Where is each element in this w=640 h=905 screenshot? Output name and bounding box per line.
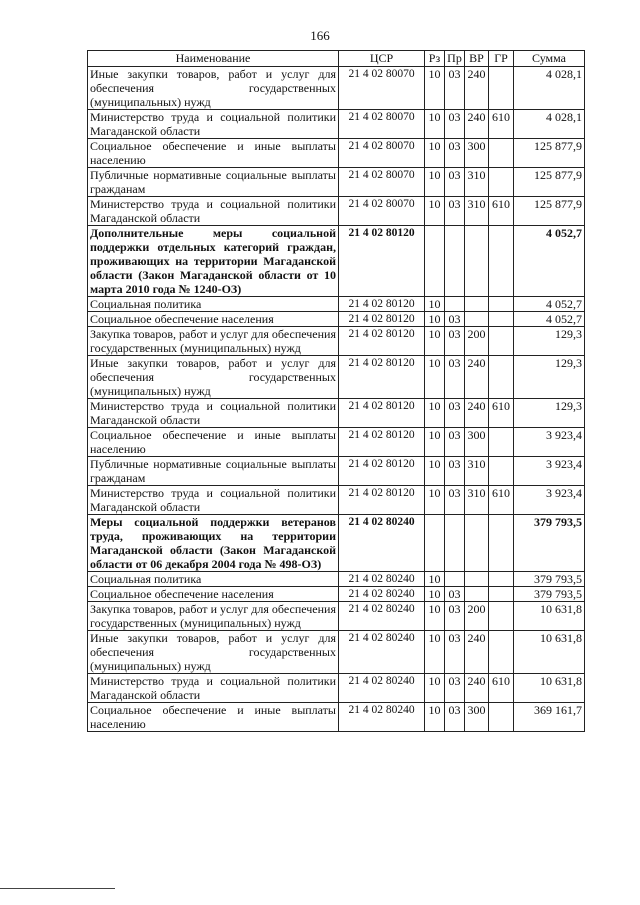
row-csr-cell: 21 4 02 80070	[339, 139, 425, 168]
row-name-cell: Социальное обеспечение и иные выплаты населению	[88, 703, 339, 732]
row-rz-cell: 10	[425, 110, 445, 139]
table-row	[88, 457, 585, 486]
table-row	[88, 297, 585, 312]
row-csr-cell: 21 4 02 80240	[339, 572, 425, 587]
row-name-cell: Министерство труда и социальной политики Магаданской области	[88, 110, 339, 139]
row-gr-cell	[489, 67, 514, 110]
row-csr-cell: 21 4 02 80240	[339, 631, 425, 674]
row-vr-cell	[465, 515, 489, 572]
row-sum-cell: 10 631,8	[514, 631, 585, 674]
row-sum-cell: 10 631,8	[514, 602, 585, 631]
row-name-cell: Иные закупки товаров, работ и услуг для обеспечения государственных (муниципальных) нужд	[88, 356, 339, 399]
row-name-cell: Социальное обеспечение населения	[88, 312, 339, 327]
row-sum-cell: 3 923,4	[514, 457, 585, 486]
row-csr-cell: 21 4 02 80120	[339, 297, 425, 312]
row-pr-cell: 03	[445, 631, 465, 674]
row-csr-cell: 21 4 02 80070	[339, 110, 425, 139]
row-gr-cell	[489, 226, 514, 297]
row-pr-cell: 03	[445, 674, 465, 703]
row-sum-cell: 369 161,7	[514, 703, 585, 732]
row-name-cell: Дополнительные меры социальной поддержки отдельных категорий граждан, проживающих на территории Магаданской области (Закон Магаданской области от 10 марта 2010 года № 1240-ОЗ)	[88, 226, 339, 297]
row-sum-cell: 125 877,9	[514, 139, 585, 168]
row-csr-cell: 21 4 02 80120	[339, 327, 425, 356]
row-rz-cell: 10	[425, 139, 445, 168]
table-row	[88, 67, 585, 110]
row-rz-cell: 10	[425, 486, 445, 515]
row-csr-cell: 21 4 02 80120	[339, 428, 425, 457]
row-gr-cell	[489, 168, 514, 197]
row-vr-cell: 200	[465, 327, 489, 356]
row-pr-cell	[445, 515, 465, 572]
row-gr-cell: 610	[489, 399, 514, 428]
row-pr-cell: 03	[445, 110, 465, 139]
header-name: Наименование	[88, 51, 339, 67]
row-pr-cell	[445, 297, 465, 312]
row-rz-cell: 10	[425, 399, 445, 428]
table-row	[88, 587, 585, 602]
table-row	[88, 428, 585, 457]
footnote-divider	[0, 888, 115, 889]
row-vr-cell: 240	[465, 631, 489, 674]
row-name-cell: Министерство труда и социальной политики Магаданской области	[88, 674, 339, 703]
row-vr-cell: 240	[465, 674, 489, 703]
row-gr-cell	[489, 297, 514, 312]
row-vr-cell: 240	[465, 399, 489, 428]
row-gr-cell	[489, 703, 514, 732]
row-name-cell: Социальное обеспечение и иные выплаты населению	[88, 139, 339, 168]
budget-table	[87, 50, 585, 732]
row-csr-cell: 21 4 02 80240	[339, 602, 425, 631]
row-csr-cell: 21 4 02 80120	[339, 399, 425, 428]
row-vr-cell: 240	[465, 356, 489, 399]
row-pr-cell: 03	[445, 356, 465, 399]
row-pr-cell: 03	[445, 312, 465, 327]
row-sum-cell: 129,3	[514, 356, 585, 399]
table-row	[88, 631, 585, 674]
row-gr-cell	[489, 457, 514, 486]
table-row	[88, 312, 585, 327]
row-rz-cell	[425, 226, 445, 297]
row-csr-cell: 21 4 02 80240	[339, 703, 425, 732]
row-vr-cell	[465, 226, 489, 297]
table-row	[88, 602, 585, 631]
row-name-cell: Социальное обеспечение и иные выплаты населению	[88, 428, 339, 457]
table-header-row	[88, 51, 585, 67]
row-csr-cell: 21 4 02 80240	[339, 674, 425, 703]
table-row	[88, 674, 585, 703]
row-rz-cell: 10	[425, 356, 445, 399]
row-name-cell: Закупка товаров, работ и услуг для обеспечения государственных (муниципальных) нужд	[88, 327, 339, 356]
row-pr-cell	[445, 572, 465, 587]
row-csr-cell: 21 4 02 80120	[339, 356, 425, 399]
table-row	[88, 572, 585, 587]
row-gr-cell: 610	[489, 110, 514, 139]
row-sum-cell: 3 923,4	[514, 486, 585, 515]
row-pr-cell	[445, 226, 465, 297]
row-sum-cell: 3 923,4	[514, 428, 585, 457]
row-gr-cell	[489, 572, 514, 587]
table-row	[88, 226, 585, 297]
row-vr-cell	[465, 297, 489, 312]
row-pr-cell: 03	[445, 703, 465, 732]
row-csr-cell: 21 4 02 80240	[339, 587, 425, 602]
row-vr-cell	[465, 572, 489, 587]
row-rz-cell	[425, 515, 445, 572]
header-csr: ЦСР	[339, 51, 425, 67]
row-name-cell: Министерство труда и социальной политики Магаданской области	[88, 399, 339, 428]
table-row	[88, 515, 585, 572]
table-row	[88, 703, 585, 732]
row-rz-cell: 10	[425, 327, 445, 356]
row-name-cell: Публичные нормативные социальные выплаты гражданам	[88, 168, 339, 197]
row-sum-cell: 125 877,9	[514, 168, 585, 197]
row-vr-cell	[465, 587, 489, 602]
row-rz-cell: 10	[425, 674, 445, 703]
table-row	[88, 139, 585, 168]
row-vr-cell: 300	[465, 428, 489, 457]
row-gr-cell	[489, 631, 514, 674]
row-gr-cell	[489, 139, 514, 168]
row-name-cell: Меры социальной поддержки ветеранов труда, проживающих на территории Магаданской области (Закон Магаданской области от 06 декабря 2004 года № 498-ОЗ)	[88, 515, 339, 572]
row-sum-cell: 129,3	[514, 327, 585, 356]
row-sum-cell: 379 793,5	[514, 515, 585, 572]
row-pr-cell: 03	[445, 587, 465, 602]
row-sum-cell: 125 877,9	[514, 197, 585, 226]
row-csr-cell: 21 4 02 80070	[339, 67, 425, 110]
header-gr: ГР	[489, 51, 514, 67]
row-pr-cell: 03	[445, 428, 465, 457]
row-vr-cell: 310	[465, 197, 489, 226]
row-pr-cell: 03	[445, 67, 465, 110]
row-sum-cell: 4 052,7	[514, 297, 585, 312]
row-vr-cell: 240	[465, 67, 489, 110]
header-rz: Рз	[425, 51, 445, 67]
table-row	[88, 168, 585, 197]
row-gr-cell	[489, 602, 514, 631]
row-pr-cell: 03	[445, 327, 465, 356]
row-vr-cell: 310	[465, 486, 489, 515]
row-sum-cell: 379 793,5	[514, 572, 585, 587]
table-row	[88, 327, 585, 356]
row-pr-cell: 03	[445, 139, 465, 168]
row-name-cell: Социальная политика	[88, 572, 339, 587]
row-csr-cell: 21 4 02 80120	[339, 457, 425, 486]
row-pr-cell: 03	[445, 602, 465, 631]
row-rz-cell: 10	[425, 312, 445, 327]
row-gr-cell: 610	[489, 197, 514, 226]
row-rz-cell: 10	[425, 428, 445, 457]
row-name-cell: Закупка товаров, работ и услуг для обеспечения государственных (муниципальных) нужд	[88, 602, 339, 631]
table-row	[88, 110, 585, 139]
row-vr-cell: 240	[465, 110, 489, 139]
header-sum: Сумма	[514, 51, 585, 67]
row-gr-cell: 610	[489, 486, 514, 515]
row-gr-cell	[489, 312, 514, 327]
row-csr-cell: 21 4 02 80120	[339, 312, 425, 327]
row-rz-cell: 10	[425, 602, 445, 631]
row-rz-cell: 10	[425, 457, 445, 486]
row-rz-cell: 10	[425, 587, 445, 602]
row-pr-cell: 03	[445, 486, 465, 515]
header-pr: Пр	[445, 51, 465, 67]
row-gr-cell	[489, 428, 514, 457]
row-vr-cell: 310	[465, 168, 489, 197]
row-rz-cell: 10	[425, 197, 445, 226]
row-rz-cell: 10	[425, 297, 445, 312]
row-rz-cell: 10	[425, 572, 445, 587]
row-name-cell: Публичные нормативные социальные выплаты гражданам	[88, 457, 339, 486]
row-sum-cell: 4 052,7	[514, 312, 585, 327]
row-gr-cell	[489, 327, 514, 356]
row-name-cell: Социальная политика	[88, 297, 339, 312]
row-rz-cell: 10	[425, 631, 445, 674]
table-row	[88, 197, 585, 226]
table-row	[88, 486, 585, 515]
row-pr-cell: 03	[445, 457, 465, 486]
row-rz-cell: 10	[425, 67, 445, 110]
row-gr-cell: 610	[489, 674, 514, 703]
row-name-cell: Иные закупки товаров, работ и услуг для обеспечения государственных (муниципальных) нужд	[88, 67, 339, 110]
row-pr-cell: 03	[445, 399, 465, 428]
row-csr-cell: 21 4 02 80070	[339, 197, 425, 226]
row-csr-cell: 21 4 02 80120	[339, 486, 425, 515]
row-csr-cell: 21 4 02 80120	[339, 226, 425, 297]
row-rz-cell: 10	[425, 168, 445, 197]
row-sum-cell: 4 028,1	[514, 67, 585, 110]
row-csr-cell: 21 4 02 80240	[339, 515, 425, 572]
row-vr-cell: 310	[465, 457, 489, 486]
row-rz-cell: 10	[425, 703, 445, 732]
row-gr-cell	[489, 515, 514, 572]
row-vr-cell: 200	[465, 602, 489, 631]
header-vr: ВР	[465, 51, 489, 67]
row-pr-cell: 03	[445, 168, 465, 197]
row-sum-cell: 129,3	[514, 399, 585, 428]
row-name-cell: Министерство труда и социальной политики Магаданской области	[88, 486, 339, 515]
row-pr-cell: 03	[445, 197, 465, 226]
row-gr-cell	[489, 356, 514, 399]
table-row	[88, 356, 585, 399]
row-sum-cell: 379 793,5	[514, 587, 585, 602]
row-gr-cell	[489, 587, 514, 602]
row-vr-cell: 300	[465, 703, 489, 732]
row-sum-cell: 10 631,8	[514, 674, 585, 703]
row-vr-cell	[465, 312, 489, 327]
page-number: 166	[310, 28, 330, 43]
row-sum-cell: 4 028,1	[514, 110, 585, 139]
table-row	[88, 399, 585, 428]
row-name-cell: Министерство труда и социальной политики Магаданской области	[88, 197, 339, 226]
row-sum-cell: 4 052,7	[514, 226, 585, 297]
row-csr-cell: 21 4 02 80070	[339, 168, 425, 197]
row-name-cell: Иные закупки товаров, работ и услуг для обеспечения государственных (муниципальных) нужд	[88, 631, 339, 674]
row-vr-cell: 300	[465, 139, 489, 168]
row-name-cell: Социальное обеспечение населения	[88, 587, 339, 602]
